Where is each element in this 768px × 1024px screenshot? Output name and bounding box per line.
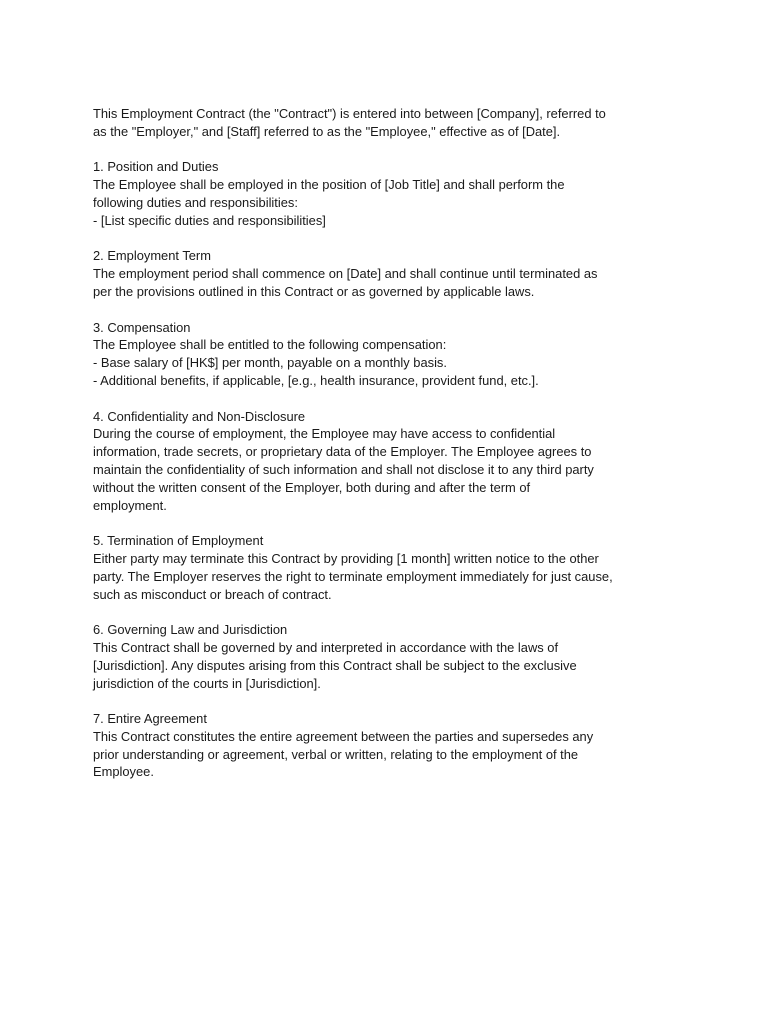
- section-line: following duties and responsibilities:: [93, 194, 298, 210]
- section-title: 5. Termination of Employment: [93, 533, 264, 549]
- section-line: - [List specific duties and responsibilities]: [93, 212, 326, 228]
- section-title: 7. Entire Agreement: [93, 711, 207, 727]
- section-title: 3. Compensation: [93, 319, 191, 335]
- section-line: without the written consent of the Employer, both during and after the term of: [93, 479, 531, 495]
- section-title: 2. Employment Term: [93, 248, 211, 264]
- section-confidentiality: [93, 408, 678, 515]
- section-line: The Employee shall be employed in the position of [Job Title] and shall perform the: [93, 177, 565, 193]
- section-title: 1. Position and Duties: [93, 159, 219, 175]
- section-line: jurisdiction of the courts in [Jurisdiction].: [93, 675, 321, 691]
- section-line: - Base salary of [HK$] per month, payable on a monthly basis.: [93, 355, 447, 371]
- section-line: per the provisions outlined in this Contract or as governed by applicable laws.: [93, 283, 535, 299]
- section-line: information, trade secrets, or proprietary data of the Employer. The Employee agrees to: [93, 444, 592, 460]
- section-title: 6. Governing Law and Jurisdiction: [93, 622, 288, 638]
- intro-line: This Employment Contract (the "Contract") is entered into between [Company], referred to: [93, 106, 606, 121]
- section-line: employment.: [93, 497, 167, 513]
- section-termination: [93, 532, 678, 603]
- section-title: 4. Confidentiality and Non-Disclosure: [93, 408, 306, 424]
- section-employment-term: [93, 247, 678, 300]
- section-governing-law: [93, 621, 678, 692]
- intro-paragraph: [93, 105, 678, 141]
- section-line: party. The Employer reserves the right to terminate employment immediately for just cause,: [93, 568, 613, 584]
- section-compensation: [93, 319, 678, 390]
- section-line: The employment period shall commence on [Date] and shall continue until terminated as: [93, 266, 598, 282]
- section-line: such as misconduct or breach of contract.: [93, 586, 332, 602]
- section-line: Employee.: [93, 764, 154, 780]
- section-line: [Jurisdiction]. Any disputes arising from this Contract shall be subject to the exclusive: [93, 657, 577, 673]
- section-line: - Additional benefits, if applicable, [e.g., health insurance, provident fund, etc.].: [93, 372, 539, 388]
- intro-line: as the "Employer," and [Staff] referred to as the "Employee," effective as of [Date].: [93, 123, 561, 139]
- section-position-duties: [93, 158, 678, 229]
- section-line: The Employee shall be entitled to the following compensation:: [93, 337, 447, 353]
- section-line: This Contract constitutes the entire agreement between the parties and supersedes any: [93, 728, 594, 744]
- section-line: This Contract shall be governed by and interpreted in accordance with the laws of: [93, 639, 559, 655]
- section-line: During the course of employment, the Employee may have access to confidential: [93, 426, 556, 442]
- section-line: Either party may terminate this Contract by providing [1 month] written notice to the other: [93, 550, 599, 566]
- section-line: maintain the confidentiality of such information and shall not disclose it to any third party: [93, 461, 594, 477]
- section-line: prior understanding or agreement, verbal or written, relating to the employment of the: [93, 746, 579, 762]
- section-entire-agreement: [93, 710, 678, 781]
